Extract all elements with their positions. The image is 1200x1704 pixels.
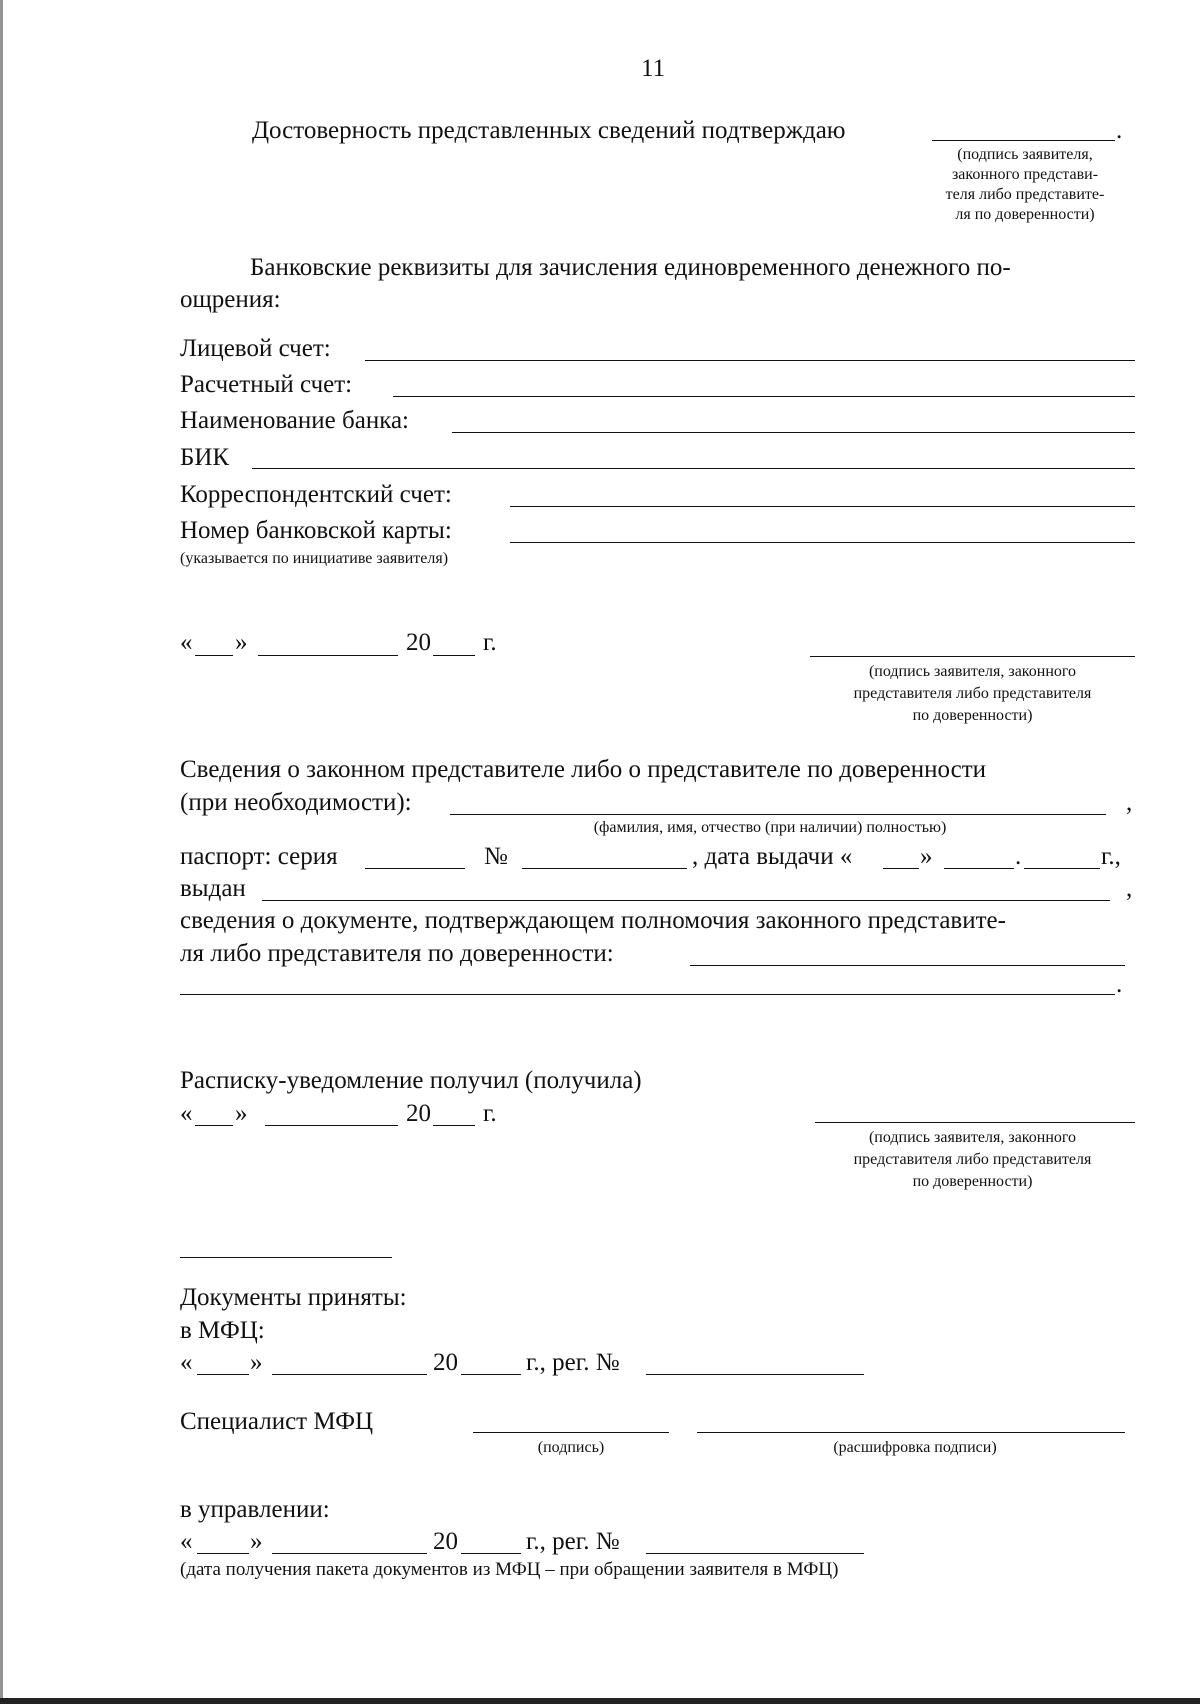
signature1-caption-3: по доверенности) <box>912 707 1033 724</box>
date2-month-field[interactable] <box>265 1125 398 1126</box>
date1-year-prefix: 20 <box>406 629 431 656</box>
corr-account-field[interactable] <box>510 506 1135 507</box>
rep-name-comma: , <box>1126 789 1133 816</box>
date1-day-field[interactable] <box>195 655 233 656</box>
confirm-caption-4: ля по доверенности) <box>955 206 1095 223</box>
page-number: 11 <box>641 55 666 82</box>
passport-issue-month-field[interactable] <box>944 868 1014 869</box>
date1-month-field[interactable] <box>258 655 398 656</box>
doc-end-dot: . <box>1116 971 1123 998</box>
date3-day-field[interactable] <box>197 1374 249 1375</box>
confirm-caption-1: (подпись заявителя, <box>957 146 1093 163</box>
date1-year-suffix: г. <box>483 629 497 656</box>
separator-line <box>180 1257 392 1258</box>
label-bank-name: Наименование банка: <box>180 407 410 434</box>
bank-intro-line2: ощрения: <box>180 286 281 313</box>
date1-close-quote: » <box>235 629 248 656</box>
label-bik: БИК <box>180 444 230 471</box>
label-corr-account: Корреспондентский счет: <box>180 481 452 508</box>
signature1-caption-2: представителя либо представителя <box>853 685 1092 702</box>
rep-name-field[interactable] <box>450 814 1106 815</box>
issued-by-field[interactable] <box>262 900 1110 901</box>
date4-reg-label: г., рег. № <box>526 1528 620 1555</box>
date4-year-prefix: 20 <box>433 1528 458 1555</box>
date2-year-field[interactable] <box>433 1125 475 1126</box>
date3-close-quote: » <box>250 1349 263 1376</box>
rep-line2: (при необходимости): <box>180 789 412 816</box>
date2-day-field[interactable] <box>195 1125 233 1126</box>
rep-name-caption: (фамилия, имя, отчество (при наличии) полностью) <box>593 819 947 836</box>
personal-account-field[interactable] <box>365 360 1135 361</box>
signature-caption: (подпись) <box>537 1439 605 1456</box>
date1-year-field[interactable] <box>433 655 475 656</box>
date3-year-prefix: 20 <box>433 1349 458 1376</box>
passport-issue-dot: . <box>1015 843 1022 870</box>
decoding-caption: (расшифровка подписи) <box>833 1439 997 1456</box>
settlement-account-field[interactable] <box>393 396 1135 397</box>
date4-day-field[interactable] <box>197 1553 249 1554</box>
date3-open-quote: « <box>180 1349 193 1376</box>
passport-issue-year-suffix: г., <box>1101 843 1121 870</box>
specialist-label: Специалист МФЦ <box>180 1408 374 1435</box>
specialist-decoding-field[interactable] <box>697 1432 1125 1433</box>
confirm-end-dot: . <box>1116 117 1123 144</box>
signature2-caption-2: представителя либо представителя <box>853 1151 1092 1168</box>
card-number-field[interactable] <box>510 542 1135 543</box>
passport-issue-day-field[interactable] <box>883 868 919 869</box>
doc-line2: ля либо представителя по доверенности: <box>180 940 614 967</box>
mfc-reg-number-field[interactable] <box>646 1374 864 1375</box>
date2-close-quote: » <box>235 1100 248 1127</box>
confirm-text: Достоверность представленных сведений подтверждаю <box>252 117 846 144</box>
confirm-caption-2: законного представи- <box>951 166 1099 183</box>
confirm-caption-3: теля либо представите- <box>945 186 1105 203</box>
doc-field-2[interactable] <box>180 994 1115 995</box>
passport-issue-quote-close: » <box>920 843 933 870</box>
passport-number-field[interactable] <box>522 868 687 869</box>
rep-line1: Сведения о законном представителе либо о представителе по доверенности <box>180 756 987 783</box>
docs-in-mfc: в МФЦ: <box>180 1317 265 1344</box>
date4-open-quote: « <box>180 1528 193 1555</box>
label-settlement-account: Расчетный счет: <box>180 371 353 398</box>
signature1-line[interactable] <box>810 656 1135 657</box>
date4-close-quote: » <box>250 1528 263 1555</box>
doc-line1: сведения о документе, подтверждающем полномочия законного представите- <box>180 907 1006 934</box>
signature2-caption-1: (подпись заявителя, законного <box>868 1129 1077 1146</box>
label-card-number: Номер банковской карты: <box>180 517 452 544</box>
date4-year-field[interactable] <box>461 1553 521 1554</box>
issued-by-label: выдан <box>180 875 246 902</box>
date2-year-prefix: 20 <box>406 1100 431 1127</box>
date2-year-suffix: г. <box>483 1100 497 1127</box>
issued-by-comma: , <box>1126 875 1133 902</box>
bik-field[interactable] <box>252 468 1135 469</box>
scan-left-edge <box>0 0 3 1704</box>
label-personal-account: Лицевой счет: <box>180 335 331 362</box>
passport-series-field[interactable] <box>365 868 465 869</box>
passport-issue-date-label: , дата выдачи « <box>692 843 853 870</box>
passport-issue-year-field[interactable] <box>1024 868 1100 869</box>
passport-series-label: паспорт: серия <box>180 843 338 870</box>
docs-in-department: в управлении: <box>180 1496 330 1523</box>
department-reg-number-field[interactable] <box>646 1553 864 1554</box>
card-note: (указывается по инициативе заявителя) <box>180 550 449 567</box>
signature2-line[interactable] <box>815 1122 1135 1123</box>
docs-accepted: Документы приняты: <box>180 1284 407 1311</box>
confirm-signature-line <box>932 140 1115 141</box>
specialist-signature-field[interactable] <box>473 1432 669 1433</box>
scan-bottom-edge <box>0 1698 1200 1704</box>
date4-month-field[interactable] <box>272 1553 427 1554</box>
date3-month-field[interactable] <box>272 1374 427 1375</box>
signature2-caption-3: по доверенности) <box>912 1173 1033 1190</box>
doc-field-1[interactable] <box>690 965 1125 966</box>
date2-open-quote: « <box>180 1100 193 1127</box>
date3-year-field[interactable] <box>461 1374 521 1375</box>
receipt-text: Расписку-уведомление получил (получила) <box>180 1067 642 1094</box>
bank-intro-line1: Банковские реквизиты для зачисления единовременного денежного по- <box>250 254 1011 281</box>
department-note: (дата получения пакета документов из МФЦ – при обращении заявителя в МФЦ) <box>180 1559 839 1580</box>
date3-reg-label: г., рег. № <box>526 1349 620 1376</box>
passport-number-sign: № <box>484 843 508 870</box>
signature1-caption-1: (подпись заявителя, законного <box>868 663 1077 680</box>
date1-open-quote: « <box>180 629 193 656</box>
bank-name-field[interactable] <box>452 432 1135 433</box>
